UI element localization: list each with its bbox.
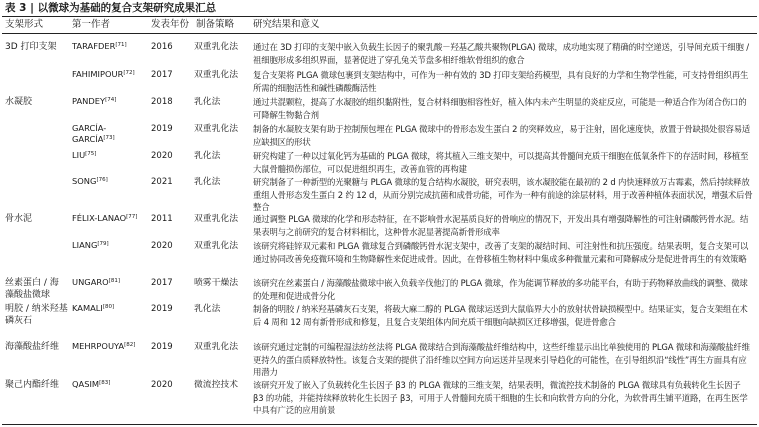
table-row [0, 303, 759, 340]
author-name: TARAFDER [72, 41, 116, 51]
row-year: 2011 [151, 214, 173, 224]
row-year: 2020 [151, 241, 173, 251]
reference-number: [75] [85, 151, 97, 157]
row-year: 2018 [151, 97, 173, 107]
reference-number: [72] [123, 70, 135, 76]
header-year: 发表年份 [151, 19, 190, 30]
row-year: 2019 [151, 342, 173, 352]
author-name: GARCÍA-GARCÍA [72, 123, 107, 144]
row-author [72, 213, 142, 224]
table-row [0, 41, 759, 70]
row-year: 2019 [151, 304, 173, 314]
row-strategy: 乳化法 [194, 151, 221, 161]
row-author [72, 150, 142, 161]
table-row [0, 240, 759, 277]
header-author: 第一作者 [72, 19, 111, 30]
row-results: 通过共混颗粒，提高了水凝胶的组织黏附性，复合材料细胞相容性好，植入体内未产生明显的炎症反应，可能是一种适合作为闭合伤口的可降解生物黏合剂 [253, 97, 747, 120]
author-name: PANDEY [72, 96, 106, 106]
author-name: LIANG [72, 240, 98, 250]
row-category: 水凝胶 [5, 97, 33, 107]
row-category: 海藻酸盐纤维 [5, 342, 60, 352]
row-strategy: 双重乳化法 [194, 214, 238, 224]
row-category: 骨水泥 [5, 214, 33, 224]
row-author [72, 123, 142, 144]
row-strategy: 乳化法 [194, 97, 221, 107]
row-category: 聚己内酯纤维 [5, 380, 60, 390]
row-author [72, 341, 142, 352]
row-year: 2016 [151, 42, 173, 52]
table-row [0, 341, 759, 378]
author-name: FÉLIX-LANAO [72, 213, 127, 223]
row-strategy: 乳化法 [194, 177, 221, 187]
table-row [0, 69, 759, 96]
row-author [72, 176, 142, 187]
row-strategy: 双重乳化法 [194, 42, 238, 52]
row-category: 3D 打印支架 [5, 42, 57, 52]
header-type: 支架形式 [5, 19, 44, 30]
row-results: 研究制备了一种新型的光聚糖与 PLGA 微球的复合结构水凝胶，研究表明，该水凝胶能在最初的 2 d 内快速释放万古霉素，然后持续释放重组人骨形态发生蛋白 2 约 12 d，从而分别完成抗菌和成骨功能，可作为一种有前途的涂层材料，用于改善种植体表面状况，增强术后骨整合 [253, 177, 753, 212]
row-strategy: 双重乳化法 [194, 70, 238, 80]
table-row [0, 150, 759, 175]
reference-number: [79] [97, 241, 109, 247]
row-results: 制备的明胶 / 纳米羟基磷灰石支架，将载大麻二醇的 PLGA 微球运送到大鼠临界大小的放射状骨缺损模型中。结果证实，复合支架组在术后 4 周和 12 周有新骨形成和修复，且复合支架组体内间充质干细胞向缺损区迁移增强，促进骨愈合 [253, 304, 748, 327]
row-author [72, 96, 142, 107]
row-year: 2017 [151, 70, 173, 80]
row-results: 通过调整 PLGA 微球的化学和形态特征，在不影响骨水泥基质良好的骨响应的情况下，开发出具有增强降解性的可注射磷酸钙骨水泥。结果表明与之前研究的复合材料相比，这种骨水泥显著提高新骨形成率 [253, 214, 749, 237]
row-author [72, 41, 142, 52]
row-year: 2020 [151, 380, 173, 390]
row-category: 明胶 / 纳米羟基磷灰石 [5, 304, 68, 326]
header-results: 研究结果和意义 [253, 19, 320, 30]
header-strategy: 制备策略 [196, 19, 235, 30]
row-author [72, 240, 142, 251]
table-header [0, 17, 759, 33]
row-results: 该研究将硅锌双元素和 PLGA 微球复合到磷酸钙骨水泥支架中，改善了支架的凝结时间、可注射性和抗压强度。结果表明，复合支架可以通过协同改善免疫微环境和生物降解性来促进成骨。因此，在骨移植生物材料中集成多种微量元素和可降解成分是促进骨再生的有效策略 [253, 241, 749, 264]
row-strategy: 双重乳化法 [194, 342, 238, 352]
row-author [72, 69, 142, 80]
reference-number: [73] [103, 134, 115, 141]
row-year: 2021 [151, 177, 173, 187]
table-row [0, 96, 759, 123]
reference-number: [74] [105, 97, 117, 103]
reference-number: [77] [126, 214, 138, 220]
table-row [0, 379, 759, 423]
row-strategy: 双重乳化法 [194, 241, 238, 251]
row-author [72, 277, 142, 288]
reference-number: [83] [99, 380, 111, 386]
row-strategy: 微流控技术 [194, 380, 238, 390]
row-year: 2019 [151, 124, 173, 134]
row-results: 研究构建了一种以过氧化钙为基础的 PLGA 微球，将其植入三维支架中，可以提高其骨髓间充质干细胞在低氧条件下的存活时间，移植至大鼠骨髓损伤部位，可以促进组织再生，改善血管的再构建 [253, 151, 749, 174]
row-year: 2017 [151, 278, 173, 288]
reference-number: [80] [102, 304, 115, 310]
row-strategy: 乳化法 [194, 304, 221, 314]
author-name: UNGARO [72, 277, 109, 287]
table-row [0, 123, 759, 148]
reference-number: [81] [108, 278, 120, 284]
author-name: QASIM [72, 379, 100, 389]
row-results: 复合支架将 PLGA 微球包裹到支架结构中，可作为一种有效的 3D 打印支架给药模型，具有良好的力学和生物学性能，可支持骨组织再生所需的细胞活性和碱性磷酸酶活性 [253, 70, 749, 93]
row-category: 丝素蛋白 / 海藻酸盐微球 [5, 278, 59, 300]
table-caption: 表 3 | 以微球为基础的复合支架研究成果汇总 [5, 2, 217, 14]
author-name: SONG [72, 176, 97, 186]
reference-number: [82] [124, 342, 136, 348]
row-author [72, 379, 142, 390]
author-name: LIU [72, 150, 86, 160]
reference-number: [71] [115, 42, 127, 48]
row-results: 通过在 3D 打印的支架中嵌入负载生长因子的聚乳酸－羟基乙酸共聚物(PLGA) 微球，成功地实现了精确的时空递送，引导间充质干细胞 / 祖细胞形成多组织界面，显著促进了穿孔兔关节盘多相纤维软骨组织的愈合 [253, 42, 749, 65]
row-results: 该研究通过定制的可编程湿法纺丝法将 PLGA 微球结合到海藻酸盐纤维结构中，这些纤维显示出比单独使用的 PLGA 微球和海藻酸盐纤维更持久的蛋白质释放特性。该复合支架的提供了沿纤维以空间方向运送并呈现来引导趋化的可能性，在引导组织沿“线性”再生方面具有应用潜力 [253, 342, 750, 377]
table-row [0, 213, 759, 239]
reference-number: [76] [96, 177, 108, 183]
author-name: FAHIMIPOUR [72, 69, 124, 79]
author-name: MEHRPOUYA [72, 341, 125, 351]
table-row [0, 277, 759, 303]
table-bottom-rule [2, 424, 757, 425]
row-author [72, 303, 142, 314]
row-results: 该研究在丝素蛋白 / 海藻酸盐微球中嵌入负载辛伐他汀的 PLGA 微球，作为能调节释放的多功能平台，有助于药物释放曲线的调整、微球的处理和促进成骨分化 [253, 278, 748, 301]
row-year: 2020 [151, 151, 173, 161]
table-header-rule [2, 33, 757, 34]
author-name: KAMALI [72, 303, 103, 313]
table-row [0, 176, 759, 213]
row-strategy: 双重乳化法 [194, 124, 238, 134]
row-results: 制备的水凝胶支架有助于控制预包埋在 PLGA 微球中的骨形态发生蛋白 2 的突释效应，易于注射，固化速度快，放置于骨缺损处很容易适应缺损区的形状 [253, 124, 751, 147]
row-strategy: 喷雾干燥法 [194, 278, 238, 288]
row-results: 该研究开发了嵌入了负载转化生长因子 β3 的 PLGA 微球的三维支架，结果表明，微流控技术制备的 PLGA 微球具有负载转化生长因子 β3 的功能，并能持续释放转化生长因子 β3，可用于人骨髓间充质干细胞的生长和向软骨方向的分化，为软骨再生铺平道路，在再生医学中具有广泛的应用前景 [253, 380, 748, 415]
